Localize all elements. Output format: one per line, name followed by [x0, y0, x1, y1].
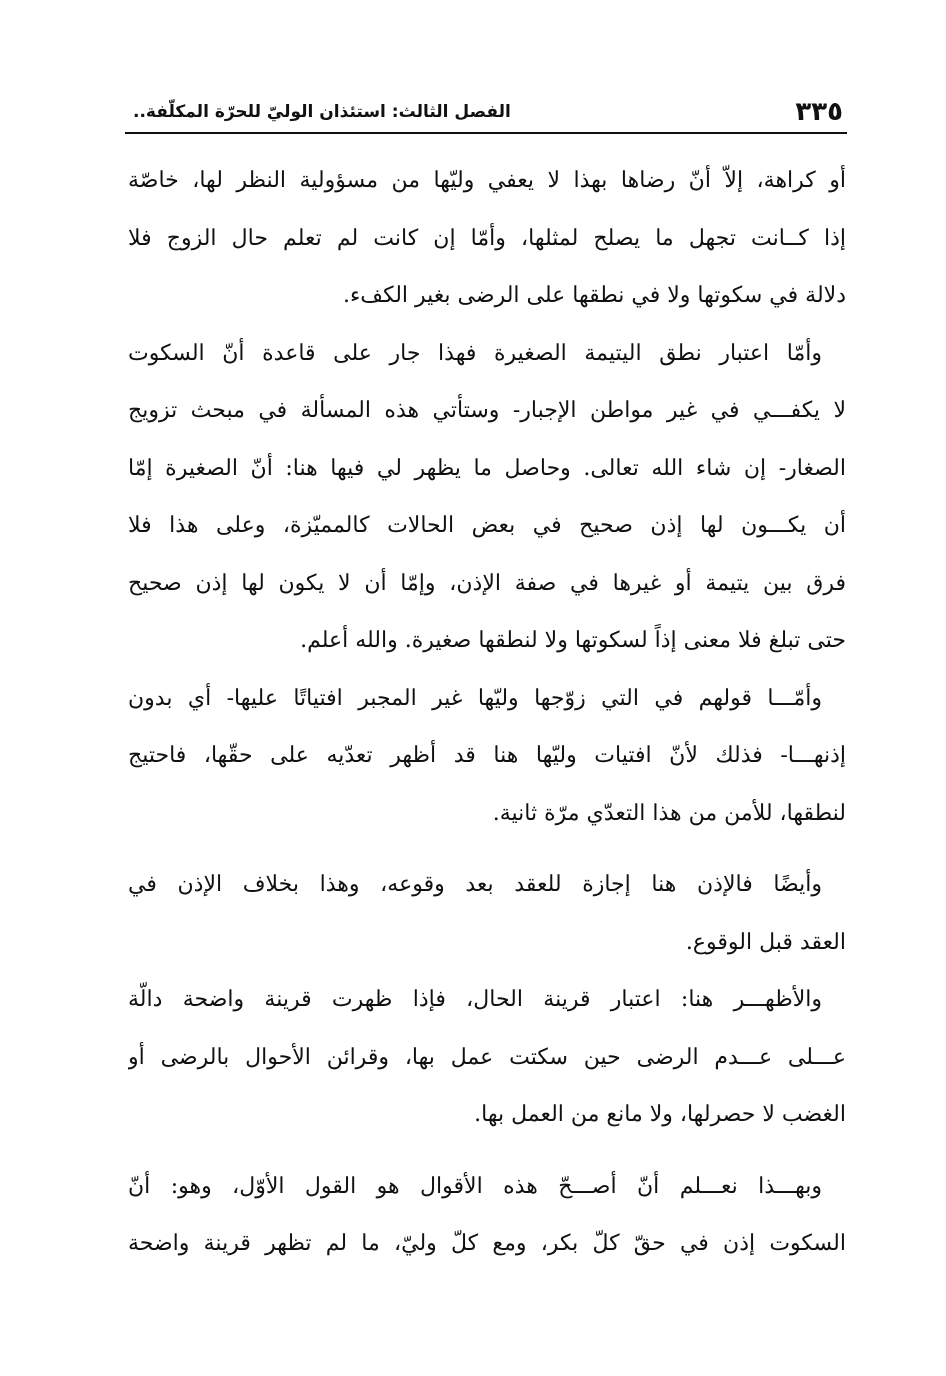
paragraph-spacer: [128, 842, 846, 856]
text-line: والأظهـــر هنا: اعتبار قرينة الحال، فإذا ظهرت قرينة واضحة دالّة: [128, 987, 822, 1012]
running-header: [125, 92, 847, 134]
paragraph-spacer: [128, 1144, 846, 1158]
text-line: وأمّا اعتبار نطق اليتيمة الصغيرة فهذا جار على قاعدة أنّ السكوت: [128, 340, 822, 366]
text-line: الغضب لا حصرلها، ولا مانع من العمل بها.: [474, 1102, 846, 1127]
text-line: فرق بين يتيمة أو غيرها في صفة الإذن، وإمّا أن لا يكون لها إذن صحيح: [128, 570, 846, 596]
text-line: الصغار- إن شاء الله تعالى. وحاصل ما يظهر لي فيها هنا: أنّ الصغيرة إمّا: [128, 455, 846, 481]
paragraph-1: [128, 152, 846, 325]
text-line: لنطقها، للأمن من هذا التعدّي مرّة ثانية.: [492, 800, 846, 826]
text-line: وبهـــذا نعـــلم أنّ أصـــحّ هذه الأقوال هو القول الأوّل، وهو: أنّ: [128, 1173, 822, 1199]
text-line: أن يكـــون لها إذن صحيح في بعض الحالات كالمميّزة، وعلى هذا فلا: [128, 513, 846, 538]
text-line: دلالة في سكوتها ولا في نطقها على الرضى بغير الكفء.: [342, 283, 846, 308]
text-line: وأيضًا فالإذن هنا إجازة للعقد بعد وقوعه، وهذا بخلاف الإذن في: [128, 872, 822, 897]
chapter-title: الفصل الثالث: استئذان الوليّ للحرّة المكلّفة..: [133, 102, 511, 122]
paragraph-2: [128, 325, 846, 670]
text-line: وأمّـــا قولهم في التي زوّجها وليّها غير المجبر افتياتًا عليها- أي بدون: [128, 685, 822, 711]
paragraph-4: [128, 856, 846, 971]
text-line: حتى تبلغ فلا معنى إذاً لسكوتها ولا لنطقها صغيرة. والله أعلم.: [300, 628, 846, 653]
text-line: إذا كــانت تجهل ما يصلح لمثلها، وأمّا إن كانت لم تعلم حال الزوج فلا: [128, 225, 846, 251]
text-line: أو كراهة، إلاّ أنّ رضاها بهذا لا يعفي وليّها من مسؤولية النظر لها، خاصّة: [128, 168, 846, 193]
text-line: العقد قبل الوقوع.: [685, 929, 846, 955]
text-line: السكوت إذن في حقّ كلّ بكر، ومع كلّ وليّ، ما لم تظهر قرينة واضحة: [128, 1231, 846, 1256]
paragraph-6: [128, 1158, 846, 1273]
paragraph-5: [128, 971, 846, 1144]
paragraph-3: [128, 670, 846, 843]
text-line: إذنهـــا- فذلك لأنّ افتيات وليّها هنا قد أظهر تعدّيه على حقّها، فاحتيج: [128, 743, 846, 768]
text-line: عـــلى عـــدم الرضى حين سكتت عمل بها، وقرائن الأحوال بالرضى أو: [128, 1044, 846, 1070]
text-line: لا يكفـــي في غير مواطن الإجبار- وستأتي هذه المسألة في مبحث تزويج: [128, 398, 846, 423]
page-number: ٣٣٥: [795, 97, 843, 127]
body-text: [128, 152, 846, 1273]
